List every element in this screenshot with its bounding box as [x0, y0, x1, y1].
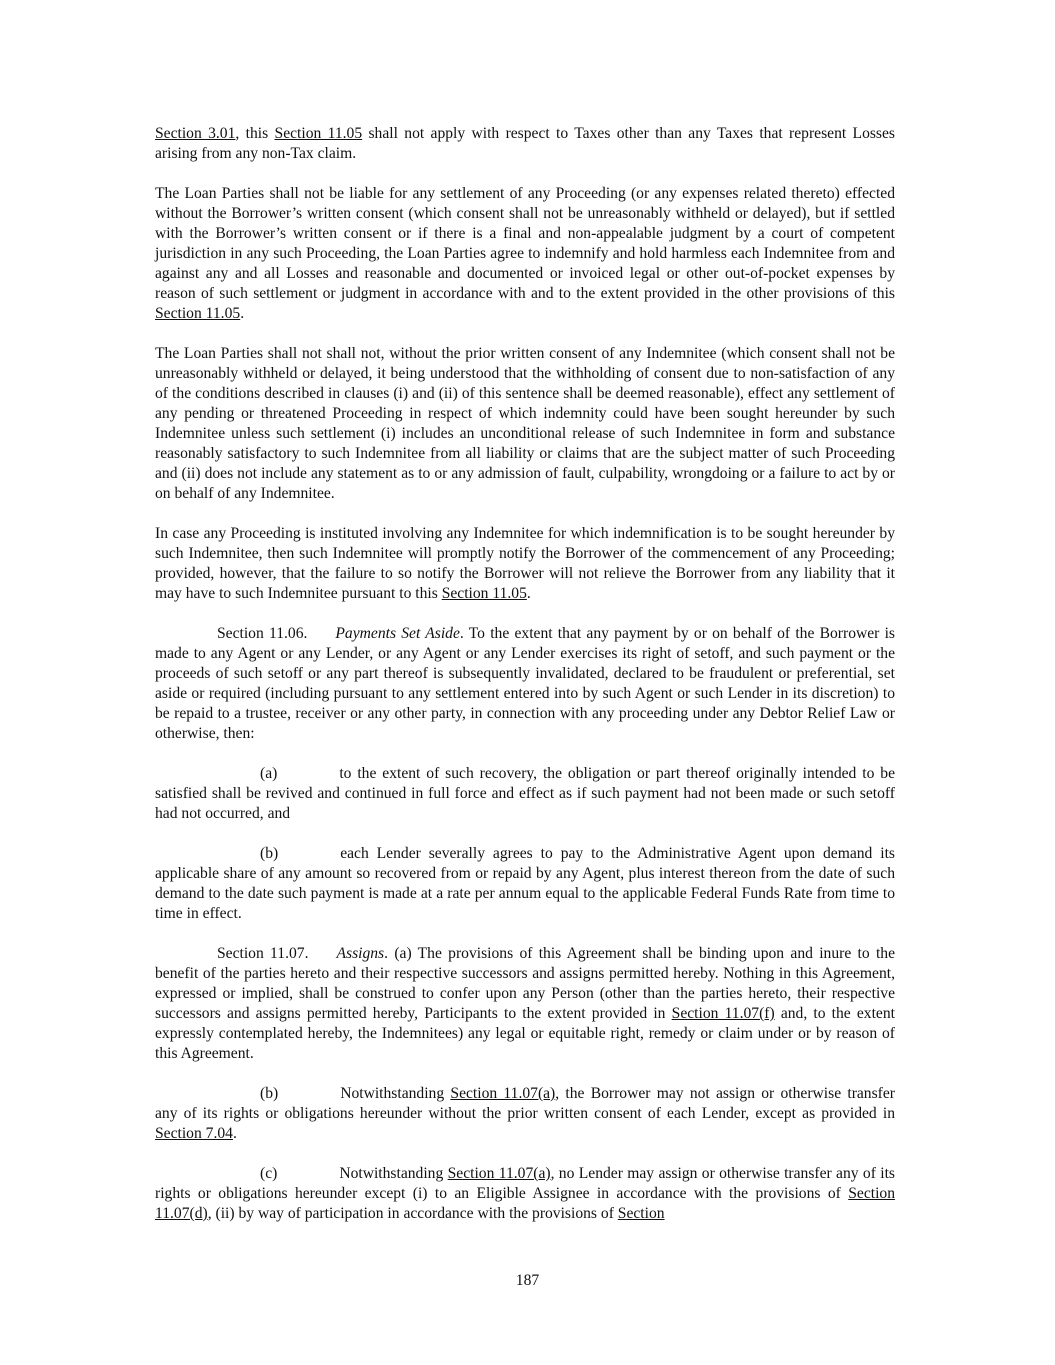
body-text: , no Lender may assign or otherwise transfer any of its rights or obligations hereunder except (i) to an Eligible Assignee in accordance with the provisions of	[155, 1165, 895, 1202]
clause-11-07-b	[155, 1084, 895, 1144]
clause-label: (a)	[260, 765, 278, 782]
cross-reference: Section	[617, 1205, 665, 1222]
body-text: shall not apply with respect to Taxes other than any Taxes that represent Losses arising from any non-Tax claim.	[155, 125, 895, 162]
body-text: , this	[235, 125, 275, 142]
body-text: The Loan Parties shall not be liable for any settlement of any Proceeding (or any expenses related thereto) effected without the Borrower’s written consent (which consent shall not be unreasonably withheld or delayed), but if settled with the Borrower’s written consent or if there is a final and non-appealable judgment by a court of competent jurisdiction in any such Proceeding, the Loan Parties agree to indemnify and hold harmless each Indemnitee from and against any and all Losses and reasonable and documented or invoiced legal or other out-of-pocket expenses by reason of such settlement or judgment in accordance with and to the extent provided in the other provisions of this	[155, 185, 895, 302]
paragraph-section-11-05-taxes	[155, 124, 895, 164]
cross-reference: Section 11.07(f)	[671, 1005, 775, 1022]
clause-label: (b)	[260, 845, 279, 862]
body-text: .	[232, 1125, 237, 1142]
paragraph-settlement-liability	[155, 184, 895, 324]
cross-reference: Section 3.01	[155, 125, 236, 142]
body-text: , the Borrower may not assign or otherwise transfer any of its rights or obligations hereunder without the prior written consent of each Lender, except as provided in	[155, 1085, 895, 1122]
cross-reference: Section 11.07(a)	[447, 1165, 551, 1182]
body-text: .	[526, 585, 531, 602]
section-number: Section 11.07.	[217, 945, 309, 962]
body-text: Notwithstanding	[340, 1085, 451, 1102]
clause-label: (b)	[260, 1085, 279, 1102]
body-text: The Loan Parties shall not shall not, without the prior written consent of any Indemnitee (which consent shall not be unreasonably withheld or delayed, it being understood that the withholding of consent due to non-satisfaction of any of the conditions described in clauses (i) and (ii) of this sentence shall be deemed reasonable), effect any settlement of any pending or threatened Proceeding in respect of which indemnity could have been sought hereunder by such Indemnitee unless such settlement (i) includes an unconditional release of such Indemnitee in form and substance reasonably satisfactory to such Indemnitee from all liability or claims that are the subject matter of such Proceeding and (ii) does not include any statement as to or any admission of fault, culpability, wrongdoing or a failure to act by or on behalf of any Indemnitee.	[155, 345, 895, 502]
body-text: Notwithstanding	[339, 1165, 448, 1182]
section-11-06-payments-set-aside	[155, 624, 895, 744]
body-text: and, to the extent expressly contemplated hereby, the Indemnitees) any legal or equitable right, remedy or claim under or by reason of this Agreement.	[155, 1005, 895, 1062]
body-text: each Lender severally agrees to pay to the Administrative Agent upon demand its applicable share of any amount so recovered from or repaid by any Agent, plus interest thereon from the date of such demand to the date such payment is made at a rate per annum equal to the applicable Federal Funds Rate from time to time in effect.	[155, 845, 895, 922]
cross-reference: Section 11.07(a)	[450, 1085, 556, 1102]
document-page	[155, 124, 895, 1244]
clause-11-07-c	[155, 1164, 895, 1224]
clause-label: (c)	[260, 1165, 278, 1182]
cross-reference: Section 11.05	[155, 305, 241, 322]
cross-reference: Section 7.04	[155, 1125, 233, 1142]
clause-11-06-b	[155, 844, 895, 924]
cross-reference: Section 11.07(d)	[155, 1185, 895, 1222]
paragraph-proceeding-notice	[155, 524, 895, 604]
clause-11-06-a	[155, 764, 895, 824]
section-title: Payments Set Aside	[335, 625, 460, 642]
body-text: In case any Proceeding is instituted involving any Indemnitee for which indemnification is to be sought hereunder by such Indemnitee, then such Indemnitee will promptly notify the Borrower of the commencement of any Proceeding; provided, however, that the failure to so notify the Borrower will not relieve the Borrower from any liability that it may have to such Indemnitee pursuant to this	[155, 525, 895, 602]
section-number: Section 11.06.	[217, 625, 308, 642]
paragraph-settlement-consent	[155, 344, 895, 504]
body-text: to the extent of such recovery, the obligation or part thereof originally intended to be satisfied shall be revived and continued in full force and effect as if such payment had not been made or such setoff had not occurred, and	[155, 765, 895, 822]
section-title: Assigns	[336, 945, 385, 962]
cross-reference: Section 11.05	[441, 585, 527, 602]
cross-reference: Section 11.05	[274, 125, 363, 142]
body-text: .	[240, 305, 245, 322]
page-number: 187	[515, 1272, 540, 1289]
body-text: . (a) The provisions of this Agreement shall be binding upon and inure to the benefit of the parties hereto and their respective successors and assigns permitted hereby. Nothing in this Agreement, expressed or implied, shall be construed to confer upon any Person (other than the parties hereto, their respective successors and assigns permitted hereby, Participants to the extent provided in	[155, 945, 895, 1022]
body-text: . To the extent that any payment by or on behalf of the Borrower is made to any Agent or any Lender, or any Agent or any Lender exercises its right of setoff, and such payment or the proceeds of such setoff or any part thereof is subsequently invalidated, declared to be fraudulent or preferential, set aside or required (including pursuant to any settlement entered into by such Agent or such Lender in its discretion) to be repaid to a trustee, receiver or any other party, in connection with any proceeding under any Debtor Relief Law or otherwise, then:	[155, 625, 895, 742]
body-text: , (ii) by way of participation in accordance with the provisions of	[207, 1205, 618, 1222]
section-11-07-assigns	[155, 944, 895, 1064]
